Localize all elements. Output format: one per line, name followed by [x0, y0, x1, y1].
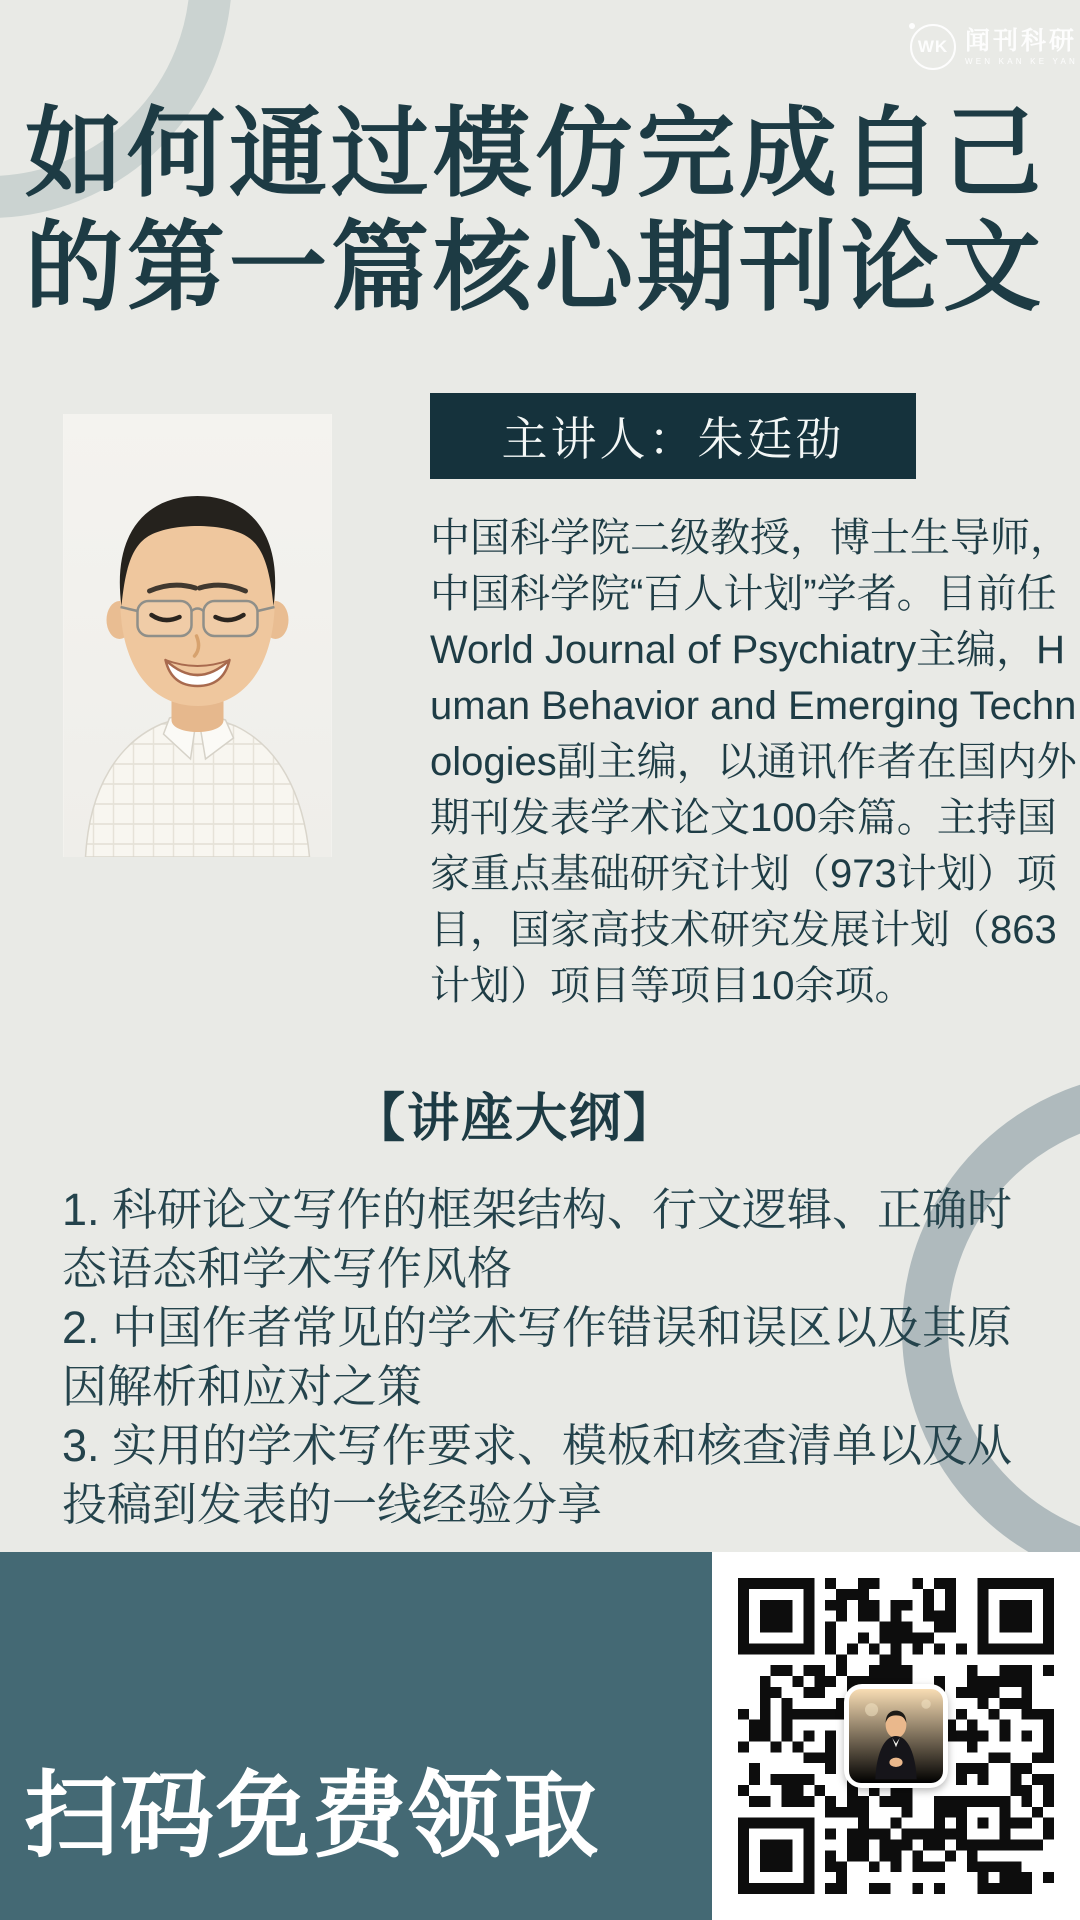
brand-monogram: WK — [917, 37, 949, 56]
outline-heading: 【讲座大纲】 — [352, 1090, 677, 1148]
speaker-bio: 中国科学院二级教授，博士生导师，中国科学院“百人计划”学者。目前任World Journal of Psychiatry主编，Human Behavior and Emerging Technologies副主编，以通讯作者在国内外期刊发表学术论文100余篇。主持国家重点基础研究计划（973计划）项目，国家高技术研究发展计划（863计划）项目等项目10余项。 — [430, 516, 1077, 1008]
qr-panel — [712, 1552, 1080, 1920]
speaker-portrait-illustration — [63, 414, 332, 857]
scan-cta-text: 扫码免费领取 — [24, 1763, 601, 1868]
poster-title-line1: 如何通过模仿完成自己 — [25, 98, 1046, 208]
speaker-banner — [430, 393, 916, 479]
poster-title — [25, 96, 1070, 324]
brand-name: 闻刊科研 — [965, 27, 1078, 55]
poster-title-line2: 的第一篇核心期刊论文 — [25, 212, 1046, 322]
outline-item: 1. 科研论文写作的框架结构、行文逻辑、正确时态语态和学术写作风格 — [62, 1184, 1013, 1294]
speaker-banner-label: 主讲人：朱廷劭 — [501, 413, 845, 465]
qr-center-avatar — [844, 1684, 948, 1788]
outline-list — [62, 1180, 1018, 1534]
outline-item: 2. 中国作者常见的学术写作错误和误区以及其原因解析和应对之策 — [62, 1302, 1013, 1412]
sparkle-icon — [909, 23, 915, 29]
speaker-photo — [63, 414, 332, 857]
outline-item: 3. 实用的学术写作要求、模板和核查清单以及从投稿到发表的一线经验分享 — [62, 1420, 1013, 1530]
brand-logo — [910, 24, 1078, 70]
brand-text — [965, 28, 1078, 66]
brand-monogram-icon — [910, 24, 956, 70]
brand-subtitle: WEN KAN KE YAN — [965, 57, 1078, 66]
avatar-illustration — [849, 1689, 943, 1783]
